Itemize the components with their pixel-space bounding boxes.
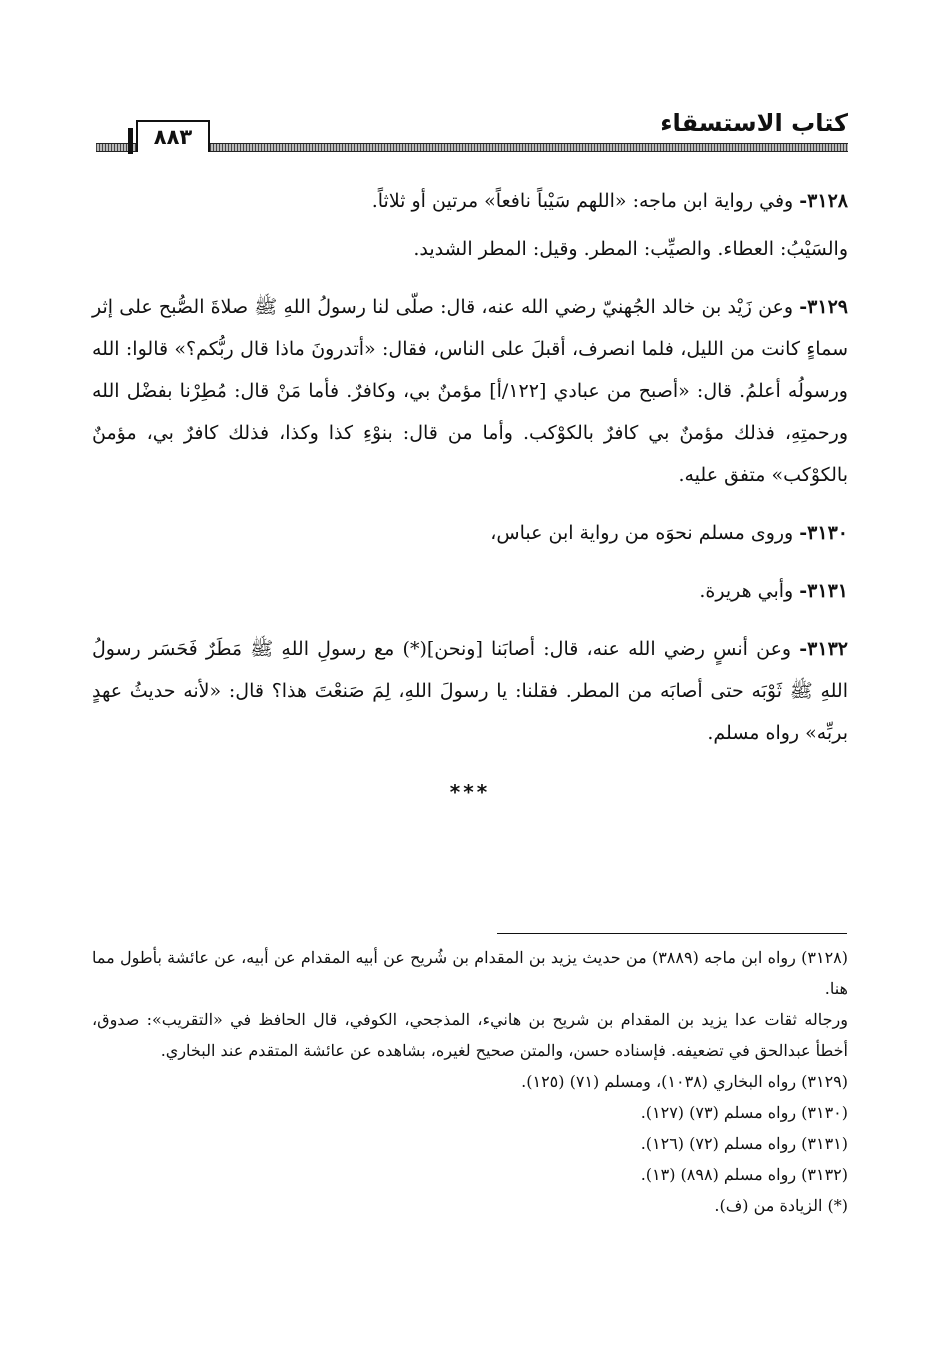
hadith-3129 [92, 286, 848, 496]
footnote-3128: (٣١٢٨) رواه ابن ماجه (٣٨٨٩) من حديث يزيد بن المقدام بن شُريح عن أبيه المقدام عن أبيه، عن عائشة بأطول مما هنا. [92, 948, 849, 998]
hadith-text: وفي رواية ابن ماجه: «اللهم سَيْباً نافعاً» مرتين أو ثلاثاً. [371, 190, 800, 212]
footnote-3132: (٣١٣٢) رواه مسلم (٨٩٨) (١٣). [640, 1165, 848, 1184]
hadith-number: ٣١٢٩- [799, 296, 848, 318]
main-text [92, 180, 848, 804]
gloss-text: والسَيْبُ: العطاء. والصيِّب: المطر. وقيل: المطر الشديد. [413, 238, 848, 260]
section-separator: *** [449, 780, 491, 804]
hadith-text: وأبي هريرة. [699, 580, 800, 602]
footnote-rule [497, 933, 847, 934]
hadith-text: وعن زَيْد بن خالد الجُهنيّ رضي الله عنه، قال: صلّى لنا رسولُ اللهِ ﷺ صلاةَ الصُّبح على إثر سماءٍ كانت من الليل، فلما انصرف، أقبلَ على الناس، فقال: «أتدرونَ ماذا قال ربُّكم؟» قالوا: الله ورسولُه أعلمُ. قال: «أصبح من عبادي [١٢٢/أ] مؤمنٌ بي، وكافرٌ. فأما مَنْ قال: مُطِرْنا بفضْل الله ورحمتِهِ، فذلك مؤمنٌ بي كافرٌ بالكوْكب. وأما من قال: بنوْءِ كذا وكذا، فذلك كافرٌ بي، مؤمنٌ بالكوْكب» متفق عليه. [92, 296, 848, 486]
footnote-3130: (٣١٣٠) رواه مسلم (٧٣) (١٢٧). [640, 1103, 848, 1122]
hadith-3128 [92, 180, 848, 222]
hadith-3131 [92, 570, 848, 612]
footnote-addition: (*) الزيادة من (ف). [714, 1196, 848, 1215]
footnotes [92, 942, 848, 1221]
page-number: ٨٨٣ [136, 120, 210, 152]
hadith-number: ٣١٣٢- [799, 638, 848, 660]
hadith-3130 [92, 512, 848, 554]
hadith-3132 [92, 628, 848, 754]
book-title: كتاب الاستسقاء [660, 109, 848, 137]
footnote-3131: (٣١٣١) رواه مسلم (٧٢) (١٢٦). [640, 1134, 848, 1153]
hadith-text: وروى مسلم نحوَه من رواية ابن عباس، [490, 522, 800, 544]
hadith-number: ٣١٢٨- [799, 190, 848, 212]
footnote-3128-grading: ورجاله ثقات عدا يزيد بن المقدام بن شريح بن هانيء، المذجحي، الكوفي، قال الحافظ في «التقريب»: صدوق، أخطأ عبدالحق في تضعيفه. فإسناده حسن، والمتن صحيح لغيره، بشاهده عن عائشة المتقدم عند البخاري. [92, 1010, 848, 1060]
page-header [96, 108, 848, 154]
hadith-text: وعن أنسٍ رضي الله عنه، قال: أصابَنا [ونحن](*) مع رسولِ اللهِ ﷺ مَطَرٌ فَحَسَر رسولُ اللهِ ﷺ ثَوْبَه حتى أصابَه من المطر. فقلنا: يا رسولَ اللهِ، لِمَ صَنعْتَ هذا؟ قال: «لأنه حديثُ عهدٍ بربِّه» رواه مسلم. [92, 638, 848, 744]
hadith-number: ٣١٣١- [799, 580, 848, 602]
footnote-3129: (٣١٢٩) رواه البخاري (١٠٣٨)، ومسلم (٧١) (١٢٥). [521, 1072, 848, 1091]
gloss-note [92, 228, 848, 270]
hadith-number: ٣١٣٠- [799, 522, 848, 544]
